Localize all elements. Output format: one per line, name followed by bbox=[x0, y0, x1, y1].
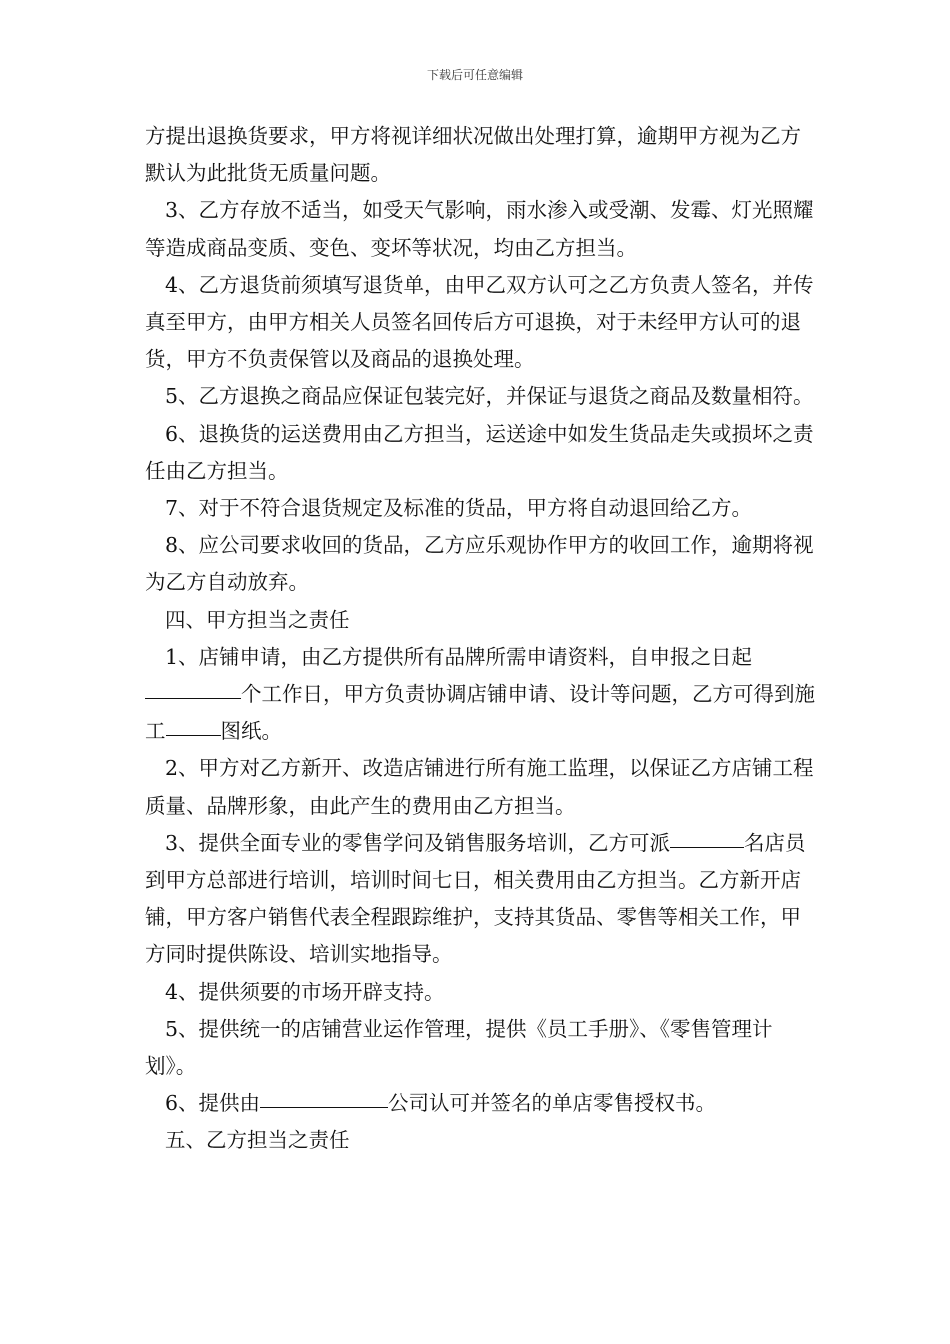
paragraph-13 bbox=[145, 1085, 820, 1122]
paragraph-11 bbox=[145, 974, 820, 1011]
paragraph-10 bbox=[145, 825, 820, 974]
paragraph-text: 图纸。 bbox=[220, 719, 282, 744]
paragraph-text: 4、乙方退货前须填写退货单，由甲乙双方认可之乙方负责人签名，并传真至甲方，由甲方相关人员签名回传后方可退换，对于未经甲方认可的退货，甲方不负责保管以及商品的退换处理。 bbox=[145, 272, 814, 372]
paragraph-text: 名店员到甲方总部进行培训，培训时间七日，相关费用由乙方担当。乙方新开店铺，甲方客户销售代表全程跟踪维护，支持其货品、零售等相关工作，甲方同时提供陈设、培训实地指导。 bbox=[145, 830, 806, 967]
paragraph-9 bbox=[145, 750, 820, 824]
section-heading-text: 五、乙方担当之责任 bbox=[165, 1128, 350, 1153]
paragraph-text: 7、对于不符合退货规定及标准的货品，甲方将自动退回给乙方。 bbox=[165, 496, 753, 521]
paragraph-12 bbox=[145, 1011, 820, 1085]
paragraph-text: 方提出退换货要求，甲方将视详细状况做出处理打算，逾期甲方视为乙方默认为此批货无质量问题。 bbox=[145, 124, 801, 186]
section-heading-text: 四、甲方担当之责任 bbox=[165, 607, 350, 632]
paragraph-0 bbox=[145, 118, 820, 192]
document-body bbox=[145, 118, 820, 1160]
fill-in-blank[interactable] bbox=[166, 713, 221, 736]
paragraph-8 bbox=[145, 639, 820, 751]
paragraph-text: 4、提供须要的市场开辟支持。 bbox=[165, 979, 445, 1004]
paragraph-text: 5、乙方退换之商品应保证包装完好，并保证与退货之商品及数量相符。 bbox=[165, 384, 814, 409]
paragraph-5 bbox=[145, 490, 820, 527]
page-header: 下载后可任意编辑 bbox=[426, 68, 523, 82]
paragraph-text: 3、乙方存放不适当，如受天气影响，雨水渗入或受潮、发霉、灯光照耀等造成商品变质、变色、变坏等状况，均由乙方担当。 bbox=[145, 198, 814, 260]
paragraph-text: 6、退换货的运送费用由乙方担当，运送途中如发生货品走失或损坏之责任由乙方担当。 bbox=[145, 421, 814, 483]
paragraph-text: 3、提供全面专业的零售学问及销售服务培训，乙方可派 bbox=[165, 830, 671, 855]
paragraph-text: 公司认可并签名的单店零售授权书。 bbox=[388, 1091, 717, 1116]
section-heading-5 bbox=[145, 1122, 820, 1159]
paragraph-text: 2、甲方对乙方新开、改造店铺进行所有施工监理，以保证乙方店铺工程质量、品牌形象，由此产生的费用由乙方担当。 bbox=[145, 756, 814, 818]
paragraph-text: 个工作日，甲方负责协调店铺申请、设计等问题，乙方可得到施工 bbox=[145, 682, 815, 744]
fill-in-blank[interactable] bbox=[260, 1085, 388, 1108]
paragraph-text: 1、店铺申请，由乙方提供所有品牌所需申请资料，自申报之日起 bbox=[165, 644, 753, 669]
paragraph-4 bbox=[145, 416, 820, 490]
fill-in-blank[interactable] bbox=[670, 825, 744, 848]
paragraph-text: 8、应公司要求收回的货品，乙方应乐观协作甲方的收回工作，逾期将视为乙方自动放弃。 bbox=[145, 533, 814, 595]
paragraph-text: 5、提供统一的店铺营业运作管理，提供《员工手册》、《零售管理计划》。 bbox=[145, 1016, 773, 1079]
paragraph-6 bbox=[145, 527, 820, 601]
paragraph-3 bbox=[145, 378, 820, 415]
fill-in-blank[interactable] bbox=[145, 676, 241, 699]
section-heading-4 bbox=[145, 602, 820, 639]
paragraph-1 bbox=[145, 192, 820, 266]
paragraph-2 bbox=[145, 267, 820, 379]
paragraph-text: 6、提供由 bbox=[165, 1091, 261, 1116]
